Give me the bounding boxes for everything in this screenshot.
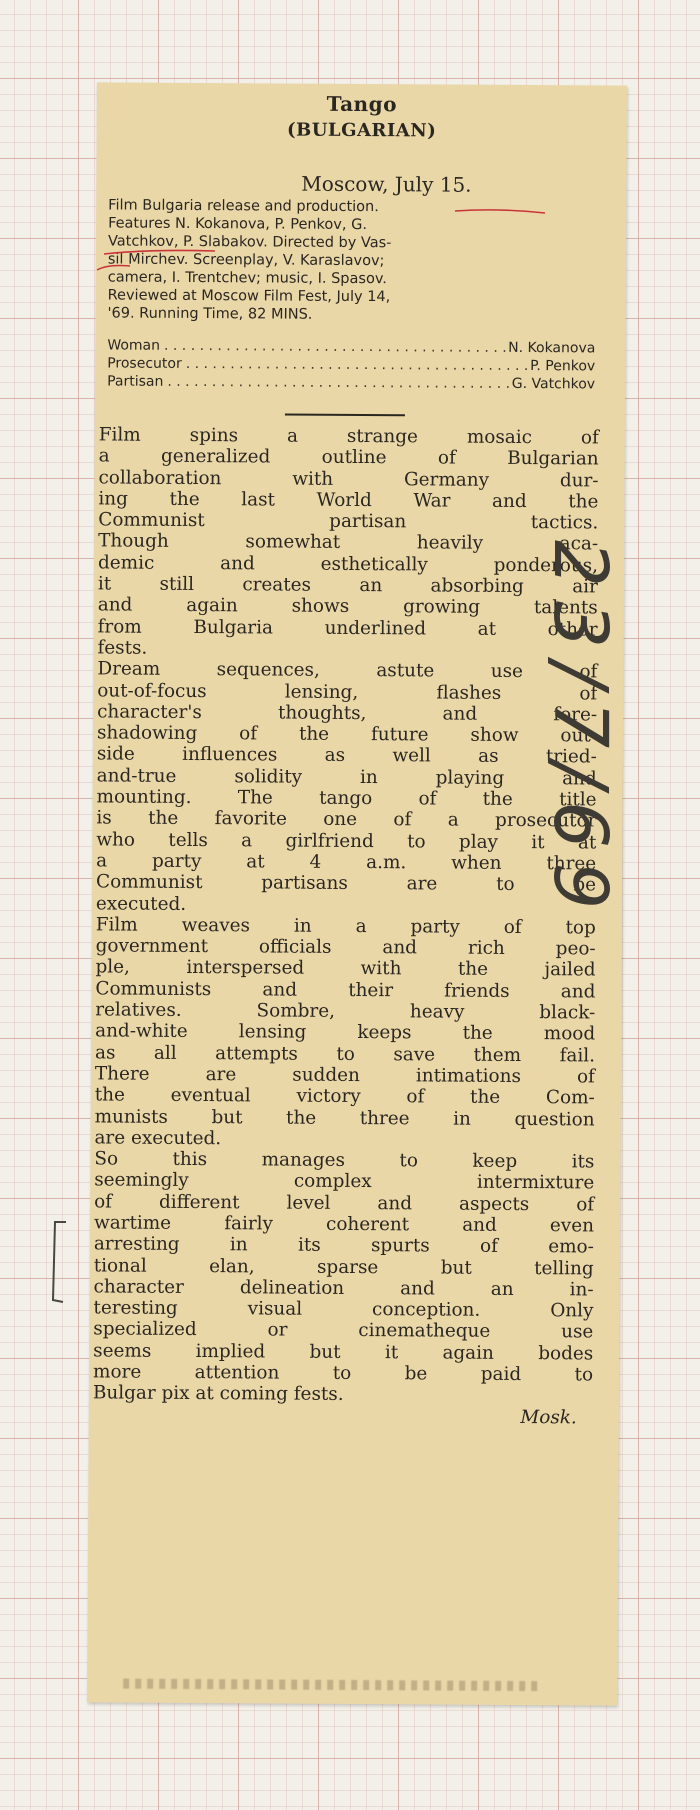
review-line: Though somewhat heavily aca-: [98, 530, 599, 555]
dateline: Moscow, July 15.: [301, 171, 472, 197]
credits-block: [107, 196, 598, 325]
review-signature: Mosk.: [520, 1406, 577, 1429]
review-line: fests.: [97, 637, 148, 659]
newspaper-clipping: [87, 82, 627, 1705]
review-line: collaboration with Germany dur-: [98, 467, 599, 492]
credits-line: Features N. Kokanova, P. Penkov, G.: [108, 215, 368, 234]
review-line: Communist partisans are to be: [96, 871, 597, 896]
review-line: and-true solidity in playing and: [96, 765, 597, 790]
cast-actor: P. Penkov: [530, 358, 596, 375]
review-line: Film weaves in a party of top: [95, 914, 596, 939]
cast-list: [107, 336, 595, 393]
review-line: from Bulgaria underlined at other: [97, 616, 598, 641]
review-line: character delineation and an in-: [93, 1276, 594, 1301]
cast-role: Partisan: [107, 373, 164, 390]
credits-line: sil Mirchev. Screenplay, V. Karaslavov;: [107, 251, 385, 270]
review-line: are executed.: [94, 1127, 222, 1149]
review-line: Communist partisan tactics.: [98, 509, 599, 534]
credits-line: Vatchkov, P. Slabakov. Directed by Vas-: [107, 233, 392, 252]
divider-rule: [285, 414, 405, 417]
review-line: wartime fairly coherent and even: [93, 1212, 595, 1237]
review-line: as all attempts to save them fail.: [94, 1042, 596, 1067]
cast-actor: N. Kokanova: [508, 339, 596, 357]
review-line: it still creates an absorbing air: [97, 573, 598, 598]
review-line: Communists and their friends and: [95, 978, 596, 1003]
review-line: specialized or cinematheque use: [93, 1318, 594, 1343]
review-line: who tells a girlfriend to play it at: [96, 829, 597, 854]
review-title: Tango: [326, 91, 398, 117]
cast-role: Prosecutor: [107, 355, 182, 372]
review-line: relatives. Sombre, heavy black-: [95, 999, 596, 1024]
review-line: is the favorite one of a prosecutor: [96, 807, 597, 832]
pencil-bracket-mark: [53, 1222, 66, 1302]
review-line: more attention to be paid to: [93, 1361, 594, 1386]
review-line: demic and esthetically ponderous,: [97, 552, 599, 577]
review-line: and-white lensing keeps the mood: [95, 1020, 596, 1045]
cast-actor: G. Vatchkov: [511, 375, 596, 393]
review-line: a party at 4 a.m. when three: [96, 850, 597, 875]
review-line: side influences as well as tried-: [96, 743, 597, 768]
review-line: shadowing of the future show out-: [96, 722, 598, 747]
review-line: arresting in its spurts of emo-: [93, 1233, 594, 1258]
review-line: tional elan, sparse but telling: [93, 1254, 594, 1280]
review-line: and again shows growing talents: [97, 594, 598, 619]
review-line: ple, interspersed with the jailed: [95, 956, 596, 981]
credits-line: Reviewed at Moscow Film Fest, July 14,: [107, 287, 391, 306]
review-line: the eventual victory of the Com-: [94, 1084, 595, 1109]
bleed-through-smudge: [123, 1679, 543, 1692]
review-line: ing the last World War and the: [98, 488, 599, 513]
credits-line: '69. Running Time, 82 MINS.: [107, 305, 313, 323]
review-body: [93, 424, 599, 1428]
review-line: teresting visual conception. Only: [93, 1297, 594, 1322]
credits-line: Film Bulgaria release and production.: [108, 197, 379, 216]
review-subtitle: (BULGARIAN): [286, 119, 437, 142]
credits-line: camera, I. Trentchev; music, I. Spasov.: [107, 269, 387, 288]
review-line: of different level and aspects of: [94, 1191, 595, 1216]
review-line: So this manages to keep its: [94, 1148, 595, 1173]
review-line: seemingly complex intermixture: [94, 1169, 595, 1194]
review-line: Dream sequences, astute use of: [97, 658, 598, 683]
review-line: mounting. The tango of the title: [96, 786, 597, 811]
cast-role: Woman: [107, 337, 161, 354]
review-line: character's thoughts, and fore-: [97, 701, 598, 726]
review-line: seems implied but it again bodes: [93, 1340, 594, 1365]
review-line: munists but the three in question: [94, 1105, 595, 1130]
review-line: out-of-focus lensing, flashes of: [97, 679, 598, 705]
leader-dots: [160, 337, 508, 357]
review-line: Bulgar pix at coming fests.: [92, 1382, 344, 1406]
review-line: Film spins a strange mosaic of: [98, 424, 599, 449]
review-line: executed.: [95, 892, 187, 915]
review-line: government officials and rich peo-: [95, 935, 596, 960]
cast-row: [107, 372, 595, 393]
review-line: a generalized outline of Bulgarian: [98, 445, 599, 470]
review-line: There are sudden intimations of: [94, 1063, 595, 1088]
handwritten-date: 23/7/69: [537, 540, 623, 924]
leader-dots: [163, 373, 511, 393]
leader-dots: [182, 355, 531, 375]
